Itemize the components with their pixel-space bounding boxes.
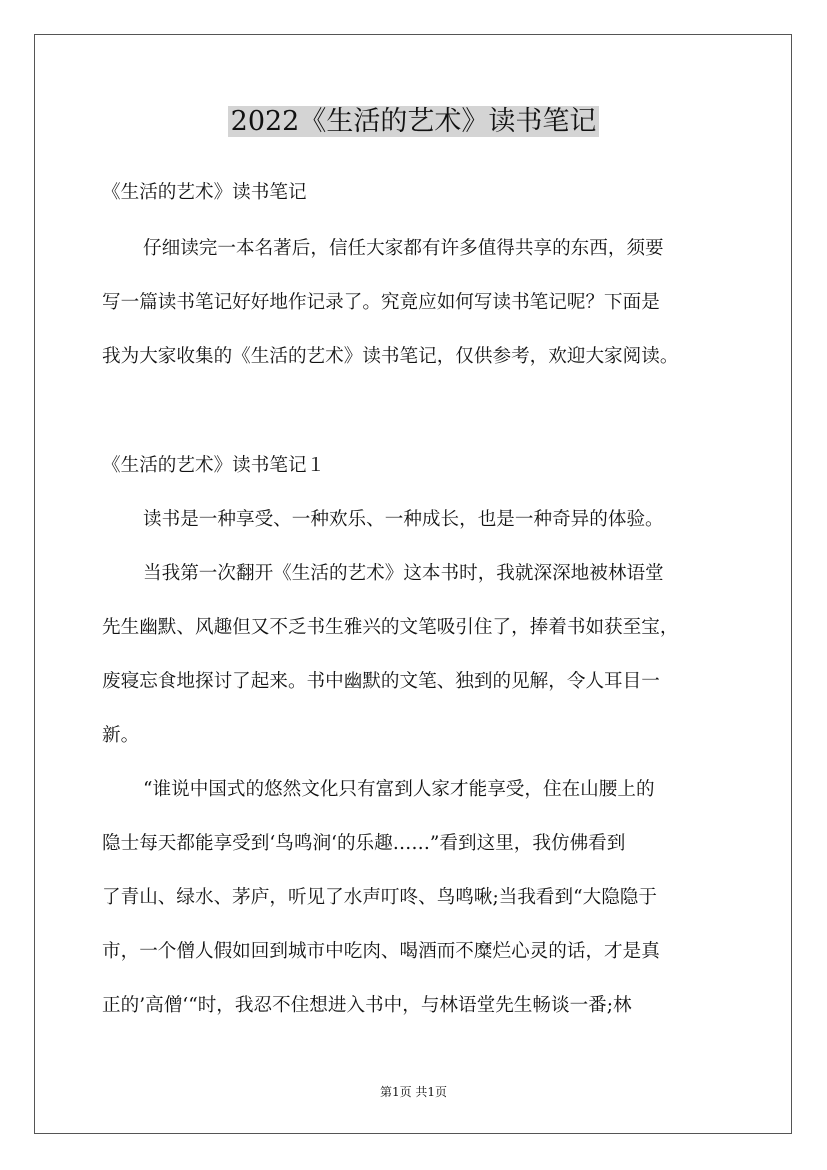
body-paragraph-line: 新。 (102, 725, 140, 746)
intro-paragraph-line: 仔细读完一本名著后，信任大家都有许多值得共享的东西，须要 (143, 238, 664, 259)
section-heading: 《生活的艺术》读书笔记１ (102, 455, 326, 476)
body-paragraph-line: 先生幽默、风趣但又不乏书生雅兴的文笔吸引住了，捧着书如获至宝， (102, 617, 679, 638)
page-number-footer: 第1页 共1页 (379, 1085, 448, 1099)
body-paragraph-line: “谁说中国式的悠然文化只有富到人家才能享受，住在山腰上的 (143, 779, 655, 800)
body-paragraph-line: 隐士每天都能享受到‘鸟鸣涧‘的乐趣……”看到这里，我仿佛看到 (102, 833, 626, 854)
intro-paragraph-line: 写一篇读书笔记好好地作记录了。究竟应如何写读书笔记呢？下面是 (102, 292, 660, 313)
body-paragraph-line: 当我第一次翻开《生活的艺术》这本书时，我就深深地被林语堂 (143, 563, 664, 584)
body-paragraph-line: 市，一个僧人假如回到城市中吃肉、喝酒而不糜烂心灵的话，才是真 (102, 941, 660, 962)
body-paragraph-line: 了青山、绿水、茅庐，听见了水声叮咚、鸟鸣啾;当我看到“大隐隐于 (102, 887, 657, 908)
body-paragraph-line: 读书是一种享受、一种欢乐、一种成长，也是一种奇异的体验。 (143, 509, 664, 530)
document-subtitle: 《生活的艺术》读书笔记 (102, 182, 307, 203)
intro-paragraph-line: 我为大家收集的《生活的艺术》读书笔记，仅供参考，欢迎大家阅读。 (102, 346, 679, 367)
document-title-text: 2022《生活的艺术》读书笔记 (228, 106, 600, 137)
document-title (0, 103, 827, 141)
body-paragraph-line: 废寝忘食地探讨了起来。书中幽默的文笔、独到的见解，令人耳目一 (102, 671, 660, 692)
body-paragraph-line: 正的’高僧‘“时，我忍不住想进入书中，与林语堂先生畅谈一番;林 (102, 995, 632, 1016)
